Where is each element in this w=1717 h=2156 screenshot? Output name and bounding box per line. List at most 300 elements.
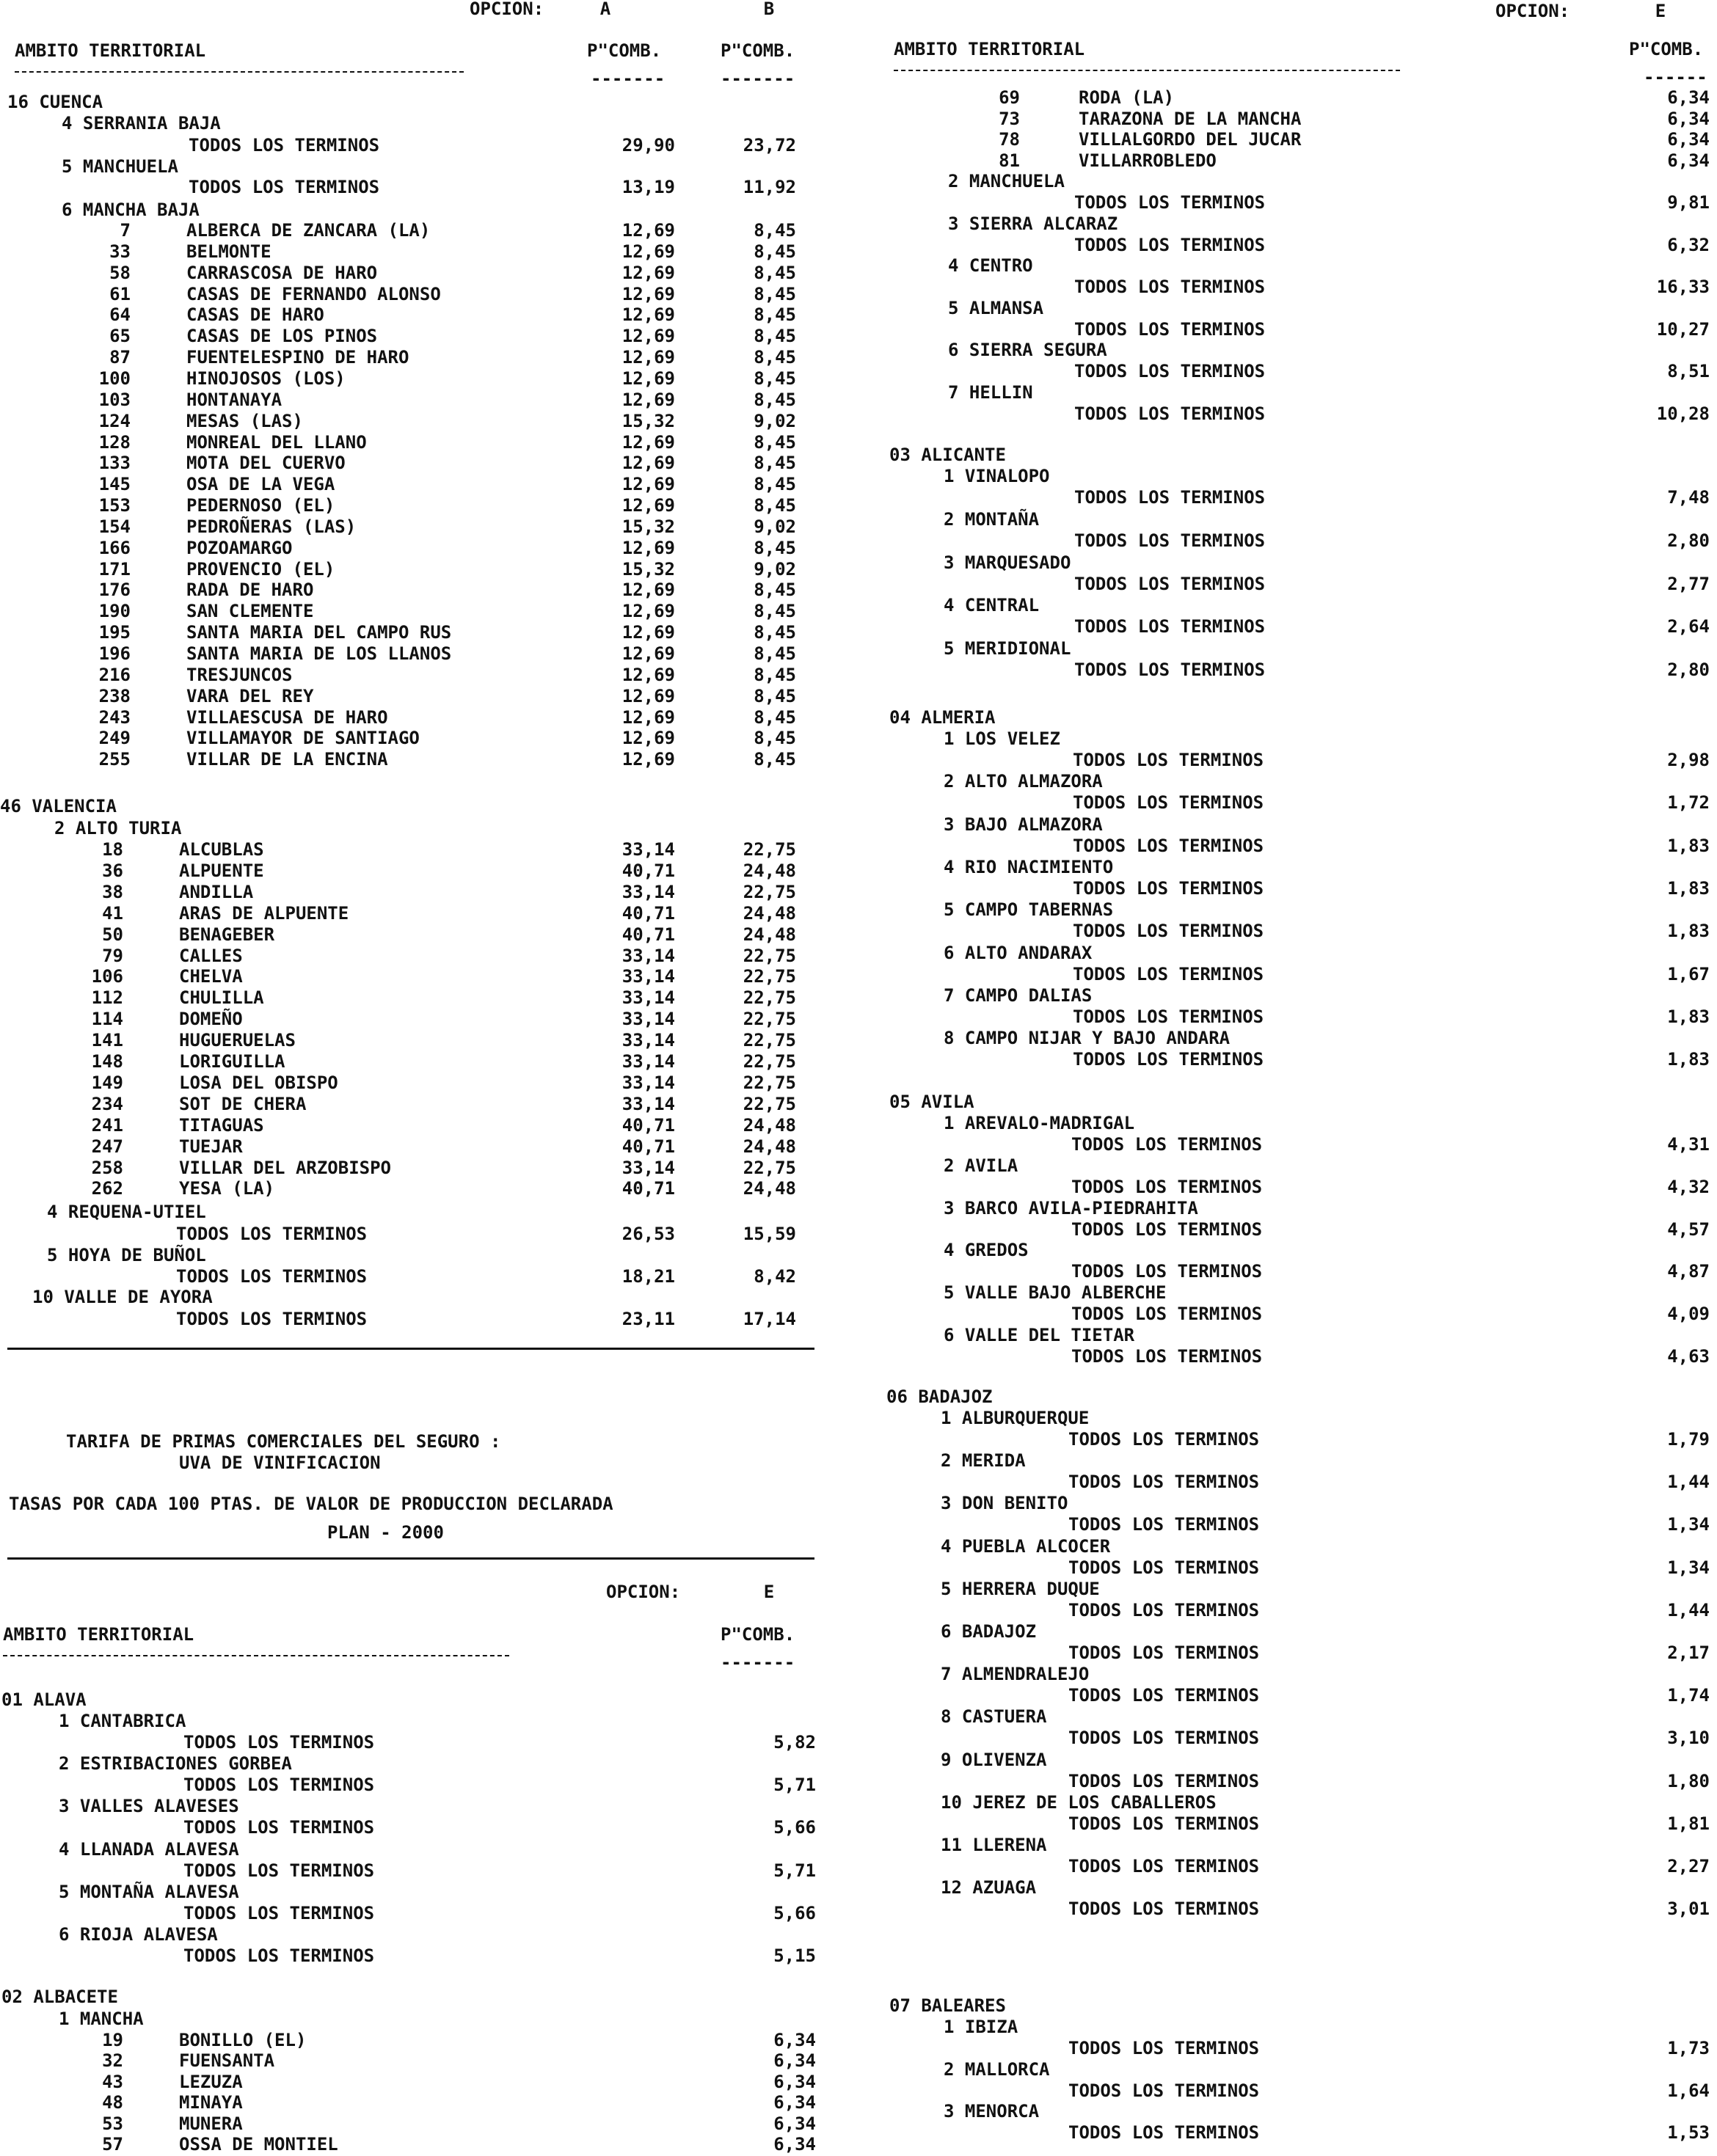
table-row <box>0 1180 822 1200</box>
province-name: 01 ALAVA <box>1 1689 87 1710</box>
value-b: 24,48 <box>743 924 796 945</box>
todos-label: TODOS LOS TERMINOS <box>1074 318 1266 340</box>
comarca-row <box>881 1029 1717 1050</box>
title-divider <box>7 1557 814 1560</box>
value-b: 8,45 <box>754 283 796 304</box>
table-row <box>0 902 822 925</box>
comarca-row <box>881 1241 1717 1262</box>
municipio-code: 112 <box>91 987 123 1009</box>
value-a: 29,90 <box>621 135 675 156</box>
value-b: 8,45 <box>754 643 796 664</box>
value-e: 5,66 <box>773 1817 816 1838</box>
value-e: 4,87 <box>1667 1261 1710 1282</box>
value-e: 16,33 <box>1656 277 1710 298</box>
value-a: 12,69 <box>621 622 675 643</box>
table-row <box>881 152 1717 172</box>
todos-label: TODOS LOS TERMINOS <box>1074 487 1266 508</box>
section-divider <box>7 1348 814 1350</box>
table-row <box>0 539 822 560</box>
comarca-name: 7 CAMPO DALIAS <box>944 984 1093 1006</box>
value-e: 1,79 <box>1667 1429 1710 1450</box>
comarca-name: 1 CANTABRICA <box>59 1711 186 1731</box>
value-a: 40,71 <box>621 1136 675 1157</box>
value-e: 1,64 <box>1667 2080 1710 2101</box>
todos-row <box>881 575 1717 596</box>
opcion-header-2 <box>0 1583 822 1604</box>
todos-row <box>881 1178 1717 1199</box>
comarca-row <box>881 1114 1717 1135</box>
comarca-row <box>0 1755 822 1775</box>
todos-row <box>881 1601 1717 1622</box>
municipio-code: 247 <box>91 1136 123 1157</box>
table-row <box>0 306 822 326</box>
value-a: 12,69 <box>621 643 675 664</box>
municipio-code: 255 <box>98 749 131 770</box>
value-e: 4,09 <box>1667 1304 1710 1325</box>
value-e: 7,48 <box>1667 487 1710 508</box>
value-a: 33,14 <box>621 839 675 860</box>
todos-row <box>881 362 1717 383</box>
comarca-name: 3 SIERRA ALCARAZ <box>948 213 1118 234</box>
comarca-row <box>0 1712 822 1733</box>
value-b: 8,42 <box>754 1266 796 1287</box>
municipio-name: POZOAMARGO <box>186 537 293 558</box>
todos-row <box>881 278 1717 299</box>
value-a: 33,14 <box>621 987 675 1009</box>
value-e: 2,64 <box>1667 616 1710 637</box>
comarca-name: 2 MALLORCA <box>944 2058 1050 2080</box>
todos-label: TODOS LOS TERMINOS <box>1068 1685 1260 1706</box>
pcomb-e-header: P"COMB. <box>721 1624 795 1645</box>
option-e: E <box>763 1582 775 1602</box>
municipio-name: RODA (LA) <box>1079 87 1175 108</box>
comarca-row <box>881 1751 1717 1772</box>
value-e: 1,83 <box>1667 835 1710 856</box>
todos-row <box>881 1050 1717 1071</box>
municipio-name: ARAS DE ALPUENTE <box>179 902 349 924</box>
comarca-name: 6 VALLE DEL TIETAR <box>944 1325 1135 1345</box>
table-row <box>0 666 822 687</box>
todos-row <box>881 318 1717 341</box>
pcomb-b-dashes <box>0 70 822 90</box>
todos-label: TODOS LOS TERMINOS <box>1068 2122 1260 2143</box>
value-a: 12,69 <box>621 601 675 622</box>
todos-row <box>881 1516 1717 1536</box>
comarca-row <box>881 1284 1717 1304</box>
comarca-row <box>881 384 1717 404</box>
province-baleares <box>881 1997 1717 2017</box>
tarifa-line-1: TARIFA DE PRIMAS COMERCIALES DEL SEGURO : <box>66 1431 501 1452</box>
comarca-name: 10 JEREZ DE LOS CABALLEROS <box>941 1791 1217 1813</box>
table-row <box>0 2031 822 2052</box>
todos-label: TODOS LOS TERMINOS <box>1068 2080 1260 2101</box>
value-a: 33,14 <box>621 1072 675 1093</box>
municipio-code: 195 <box>98 622 131 643</box>
comarca-mancha-baja <box>0 201 822 222</box>
tasas-text: TASAS POR CADA 100 PTAS. DE VALOR DE PRODUCCION DECLARADA <box>9 1494 613 1514</box>
value-e: 1,72 <box>1667 792 1710 814</box>
value-b: 22,75 <box>743 881 796 902</box>
municipio-code: 48 <box>102 2092 123 2113</box>
municipio-code: 196 <box>98 643 131 664</box>
comarca-name: 3 BARCO AVILA-PIEDRAHITA <box>944 1197 1198 1218</box>
table-row <box>881 89 1717 109</box>
province-name: 04 ALMERIA <box>889 707 996 728</box>
value-e: 1,53 <box>1667 2122 1710 2143</box>
municipio-code: 61 <box>109 283 131 304</box>
municipio-name: BELMONTE <box>186 241 271 262</box>
value-e: 6,34 <box>773 2071 816 2092</box>
province-name: 07 BALEARES <box>889 1995 1006 2016</box>
comarca-name: 6 RIOJA ALAVESA <box>59 1924 218 1945</box>
value-e: 3,01 <box>1667 1899 1710 1920</box>
municipio-name: VILLAR DE LA ENCINA <box>186 749 388 770</box>
todos-label: TODOS LOS TERMINOS <box>1073 963 1264 984</box>
municipio-code: 148 <box>91 1051 123 1072</box>
municipio-code: 153 <box>98 495 131 516</box>
comarca-row <box>881 508 1717 531</box>
todos-row <box>881 1815 1717 1835</box>
comarca-name: 3 DON BENITO <box>941 1493 1068 1514</box>
municipio-name: ANDILLA <box>179 881 254 902</box>
value-e: 1,34 <box>1667 1514 1710 1535</box>
value-b: 8,45 <box>754 347 796 368</box>
municipio-name: HUGUERUELAS <box>179 1030 296 1051</box>
value-b: 8,45 <box>754 728 796 749</box>
value-e: 4,31 <box>1667 1134 1710 1155</box>
todos-row <box>881 1857 1717 1878</box>
municipio-code: 166 <box>98 537 131 558</box>
municipio-code: 243 <box>98 706 131 728</box>
value-e: 6,34 <box>773 2030 816 2050</box>
comarca-name: 1 AREVALO-MADRIGAL <box>944 1113 1135 1133</box>
table-row <box>0 1095 822 1116</box>
value-a: 12,69 <box>621 728 675 749</box>
column-header-2 <box>0 1626 822 1646</box>
table-row <box>0 431 822 454</box>
municipio-name: OSSA DE MONTIEL <box>179 2134 338 2155</box>
province-avila <box>881 1093 1717 1114</box>
option-e: E <box>1655 1 1666 21</box>
municipio-code: 50 <box>102 924 123 945</box>
municipio-name: FUENSANTA <box>179 2050 275 2072</box>
value-e: 10,27 <box>1656 318 1710 340</box>
municipio-name: VILLAR DEL ARZOBISPO <box>179 1157 391 1178</box>
comarca-row <box>881 1535 1717 1558</box>
municipio-name: VILLAESCUSA DE HARO <box>186 706 388 728</box>
comarca-name: 2 MANCHUELA <box>948 171 1065 191</box>
table-row <box>0 1114 822 1137</box>
table-row <box>0 264 822 285</box>
value-e: 1,34 <box>1667 1557 1710 1578</box>
value-b: 8,45 <box>754 368 796 389</box>
dashes-e: ------- <box>721 1652 795 1673</box>
municipio-code: 65 <box>109 326 131 347</box>
value-a: 12,69 <box>621 347 675 368</box>
comarca-name: 2 MERIDA <box>941 1450 1026 1472</box>
todos-label: TODOS LOS TERMINOS <box>1068 1728 1260 1749</box>
comarca-row <box>881 1836 1717 1857</box>
municipio-code: 190 <box>98 601 131 622</box>
province-name: 16 CUENCA <box>7 92 103 112</box>
province-name: 03 ALICANTE <box>889 445 1006 465</box>
comarca-row <box>881 2102 1717 2123</box>
value-e: 6,34 <box>773 2092 816 2113</box>
dashes-a: ------- <box>591 68 666 89</box>
todos-label: TODOS LOS TERMINOS <box>1068 1472 1260 1493</box>
value-e: 4,63 <box>1667 1346 1710 1367</box>
value-b: 24,48 <box>743 1136 796 1157</box>
comarca-name: 11 LLERENA <box>941 1835 1047 1855</box>
todos-row <box>881 1473 1717 1494</box>
todos-row <box>881 1644 1717 1664</box>
todos-row <box>881 236 1717 257</box>
comarca-row <box>881 1157 1717 1177</box>
province-alicante <box>881 446 1717 467</box>
table-row <box>0 968 822 988</box>
comarca-row <box>881 257 1717 277</box>
comarca-name: 5 MERIDIONAL <box>944 638 1071 659</box>
value-b: 22,75 <box>743 945 796 966</box>
value-e: 2,80 <box>1667 659 1710 681</box>
value-b: 22,75 <box>743 839 796 860</box>
value-a: 40,71 <box>621 902 675 924</box>
municipio-code: 19 <box>102 2030 123 2050</box>
row-serrania-todos <box>0 136 822 157</box>
municipio-code: 133 <box>98 453 131 474</box>
municipio-code: 103 <box>98 389 131 410</box>
municipio-code: 176 <box>98 580 131 601</box>
comarca-row <box>881 467 1717 488</box>
table-row <box>0 518 822 538</box>
comarca-name: 4 REQUENA-UTIEL <box>47 1202 206 1222</box>
value-e: 9,81 <box>1667 192 1710 213</box>
comarca-row <box>881 858 1717 879</box>
todos-row <box>881 751 1717 772</box>
value-e: 2,17 <box>1667 1642 1710 1663</box>
value-b: 8,45 <box>754 749 796 770</box>
comarca-name: 2 MONTAÑA <box>944 508 1040 530</box>
table-row <box>0 706 822 729</box>
value-e: 6,34 <box>773 2134 816 2155</box>
todos-row <box>881 1008 1717 1028</box>
todos-label: TODOS LOS TERMINOS <box>1071 1134 1263 1155</box>
province-name: 06 BADAJOZ <box>886 1386 993 1407</box>
row-ayora-todos <box>0 1310 822 1331</box>
comarca-hoya <box>0 1246 822 1267</box>
comarca-row <box>881 640 1717 660</box>
todos-label: TODOS LOS TERMINOS <box>1071 1304 1263 1325</box>
value-e: 6,34 <box>1667 129 1710 150</box>
value-a: 33,14 <box>621 1093 675 1114</box>
comarca-name: 1 MANCHA <box>59 2009 144 2029</box>
value-e: 5,82 <box>773 1732 816 1753</box>
municipio-code: 234 <box>91 1093 123 1114</box>
value-e: 5,66 <box>773 1902 816 1923</box>
comarca-name: 8 CAMPO NIJAR Y BAJO ANDARA <box>944 1028 1231 1049</box>
table-row <box>0 2135 822 2156</box>
value-a: 33,14 <box>621 1030 675 1051</box>
value-e: 1,81 <box>1667 1813 1710 1834</box>
comarca-name: 2 ESTRIBACIONES GORBEA <box>59 1753 292 1775</box>
todos-row <box>0 1776 822 1797</box>
todos-row <box>0 1819 822 1839</box>
dashes-e: ------ <box>1644 67 1707 87</box>
value-b: 22,75 <box>743 1009 796 1030</box>
table-row <box>0 1031 822 1052</box>
municipio-name: SANTA MARIA DEL CAMPO RUS <box>186 622 452 643</box>
table-row <box>0 645 822 665</box>
value-e: 6,34 <box>1667 87 1710 108</box>
todos-label: TODOS LOS TERMINOS <box>183 1860 375 1881</box>
todos-label: TODOS LOS TERMINOS <box>1073 877 1264 899</box>
municipio-name: MESAS (LAS) <box>186 410 303 431</box>
todos-label: TODOS LOS TERMINOS <box>183 1902 375 1923</box>
opcion-label: OPCION: <box>606 1582 681 1602</box>
table-row <box>0 841 822 861</box>
comarca-row <box>881 944 1717 965</box>
value-b: 22,75 <box>743 1030 796 1051</box>
comarca-name: 4 GREDOS <box>944 1240 1029 1261</box>
municipio-name: ALPUENTE <box>179 860 264 881</box>
todos-label: TODOS LOS TERMINOS <box>1071 1346 1263 1367</box>
comarca-row <box>881 1452 1717 1472</box>
municipio-code: 216 <box>98 664 131 685</box>
comarca-name: 4 SERRANIA BAJA <box>62 113 221 134</box>
province-albacete <box>0 1988 822 2009</box>
value-a: 15,32 <box>621 516 675 537</box>
municipio-code: 100 <box>98 368 131 389</box>
todos-row <box>881 1348 1717 1368</box>
municipio-code: 38 <box>102 881 123 902</box>
value-b: 8,45 <box>754 453 796 474</box>
comarca-name: 6 ALTO ANDARAX <box>944 942 1093 963</box>
comarca-manchuela <box>0 158 822 178</box>
comarca-requena <box>0 1203 822 1224</box>
comarca-row <box>881 172 1717 193</box>
municipio-code: 124 <box>98 410 131 431</box>
todos-row <box>881 1430 1717 1451</box>
table-row <box>0 883 822 904</box>
table-row <box>0 560 822 581</box>
todos-label: TODOS LOS TERMINOS <box>1073 792 1264 814</box>
value-e: 1,83 <box>1667 877 1710 899</box>
value-e: 2,80 <box>1667 530 1710 551</box>
value-b: 8,45 <box>754 706 796 728</box>
value-e: 1,83 <box>1667 1049 1710 1070</box>
municipio-name: LOSA DEL OBISPO <box>179 1072 338 1093</box>
pcomb-b-header: P"COMB. <box>721 40 795 61</box>
todos-label: TODOS LOS TERMINOS <box>1071 1176 1263 1197</box>
value-b: 8,45 <box>754 580 796 601</box>
todos-row <box>881 1136 1717 1156</box>
todos-row <box>881 877 1717 900</box>
todos-label: TODOS LOS TERMINOS <box>1068 2038 1260 2058</box>
value-e: 10,28 <box>1656 403 1710 424</box>
todos-label: TODOS LOS TERMINOS <box>1073 750 1264 770</box>
comarca-name: 2 ALTO ALMAZORA <box>944 771 1103 792</box>
municipio-name: CALLES <box>179 945 243 966</box>
pcomb-e-dashes <box>0 1653 822 1674</box>
table-row <box>0 750 822 771</box>
todos-row <box>881 618 1717 638</box>
tarifa-line-2: UVA DE VINIFICACION <box>179 1452 381 1473</box>
comarca-name: 5 HOYA DE BUÑOL <box>47 1245 206 1265</box>
comarca-row <box>881 1494 1717 1515</box>
todos-row <box>881 1559 1717 1579</box>
pcomb-e-header: P"COMB. <box>1629 39 1704 59</box>
comarca-name: 5 ALMANSA <box>948 297 1044 318</box>
municipio-name: PROVENCIO (EL) <box>186 558 335 580</box>
todos-label: TODOS LOS TERMINOS <box>1073 1006 1264 1027</box>
todos-label: TODOS LOS TERMINOS <box>1074 234 1266 255</box>
comarca-row <box>881 816 1717 836</box>
comarca-row <box>881 554 1717 574</box>
municipio-code: 33 <box>109 241 131 262</box>
value-b: 8,45 <box>754 622 796 643</box>
comarca-row <box>881 1623 1717 1643</box>
province-name: 05 AVILA <box>889 1092 974 1112</box>
value-b: 8,45 <box>754 241 796 262</box>
province-alava <box>0 1691 822 1711</box>
value-a: 33,14 <box>621 1051 675 1072</box>
municipio-code: 241 <box>91 1114 123 1136</box>
todos-row <box>881 405 1717 425</box>
value-b: 9,02 <box>754 516 796 537</box>
municipio-code: 106 <box>91 966 123 987</box>
opcion-label: OPCION: <box>470 0 544 19</box>
value-e: 5,71 <box>773 1860 816 1881</box>
todos-label: TODOS LOS TERMINOS <box>183 1945 375 1966</box>
table-row <box>0 1053 822 1073</box>
municipio-code: 73 <box>999 108 1020 129</box>
comarca-name: 7 ALMENDRALEJO <box>941 1664 1090 1685</box>
value-a: 12,69 <box>621 241 675 262</box>
municipio-code: 32 <box>102 2050 123 2072</box>
municipio-code: 78 <box>999 129 1020 150</box>
table-row <box>0 729 822 750</box>
value-a: 12,69 <box>621 685 675 706</box>
value-e: 1,73 <box>1667 2038 1710 2058</box>
comarca-name: 4 CENTRO <box>948 255 1033 277</box>
value-a: 12,69 <box>621 474 675 495</box>
comarca-row <box>881 984 1717 1007</box>
municipio-name: VILLAMAYOR DE SANTIAGO <box>186 728 420 749</box>
comarca-row <box>881 1665 1717 1686</box>
municipio-name: TUEJAR <box>179 1136 243 1157</box>
todos-label: TODOS LOS TERMINOS <box>1068 1599 1260 1620</box>
comarca-row <box>881 1409 1717 1430</box>
table-row <box>0 2052 822 2072</box>
table-row <box>881 110 1717 131</box>
municipio-name: MONREAL DEL LLANO <box>186 431 367 453</box>
comarca-row <box>0 1883 822 1904</box>
municipio-name: SANTA MARIA DE LOS LLANOS <box>186 643 452 664</box>
value-b: 23,72 <box>743 135 796 156</box>
comarca-name: 5 VALLE BAJO ALBERCHE <box>944 1282 1167 1304</box>
table-row <box>0 1074 822 1095</box>
pcomb-a-header: P"COMB. <box>587 40 662 61</box>
value-e: 1,83 <box>1667 921 1710 942</box>
value-e: 6,32 <box>1667 234 1710 255</box>
comarca-name: 5 CAMPO TABERNAS <box>944 899 1114 921</box>
plan-line <box>0 1524 822 1544</box>
left-column <box>0 0 822 2156</box>
todos-label: TODOS LOS TERMINOS <box>1074 616 1266 637</box>
municipio-name: OSA DE LA VEGA <box>186 474 335 495</box>
value-e: 3,10 <box>1667 1728 1710 1749</box>
value-b: 24,48 <box>743 902 796 924</box>
